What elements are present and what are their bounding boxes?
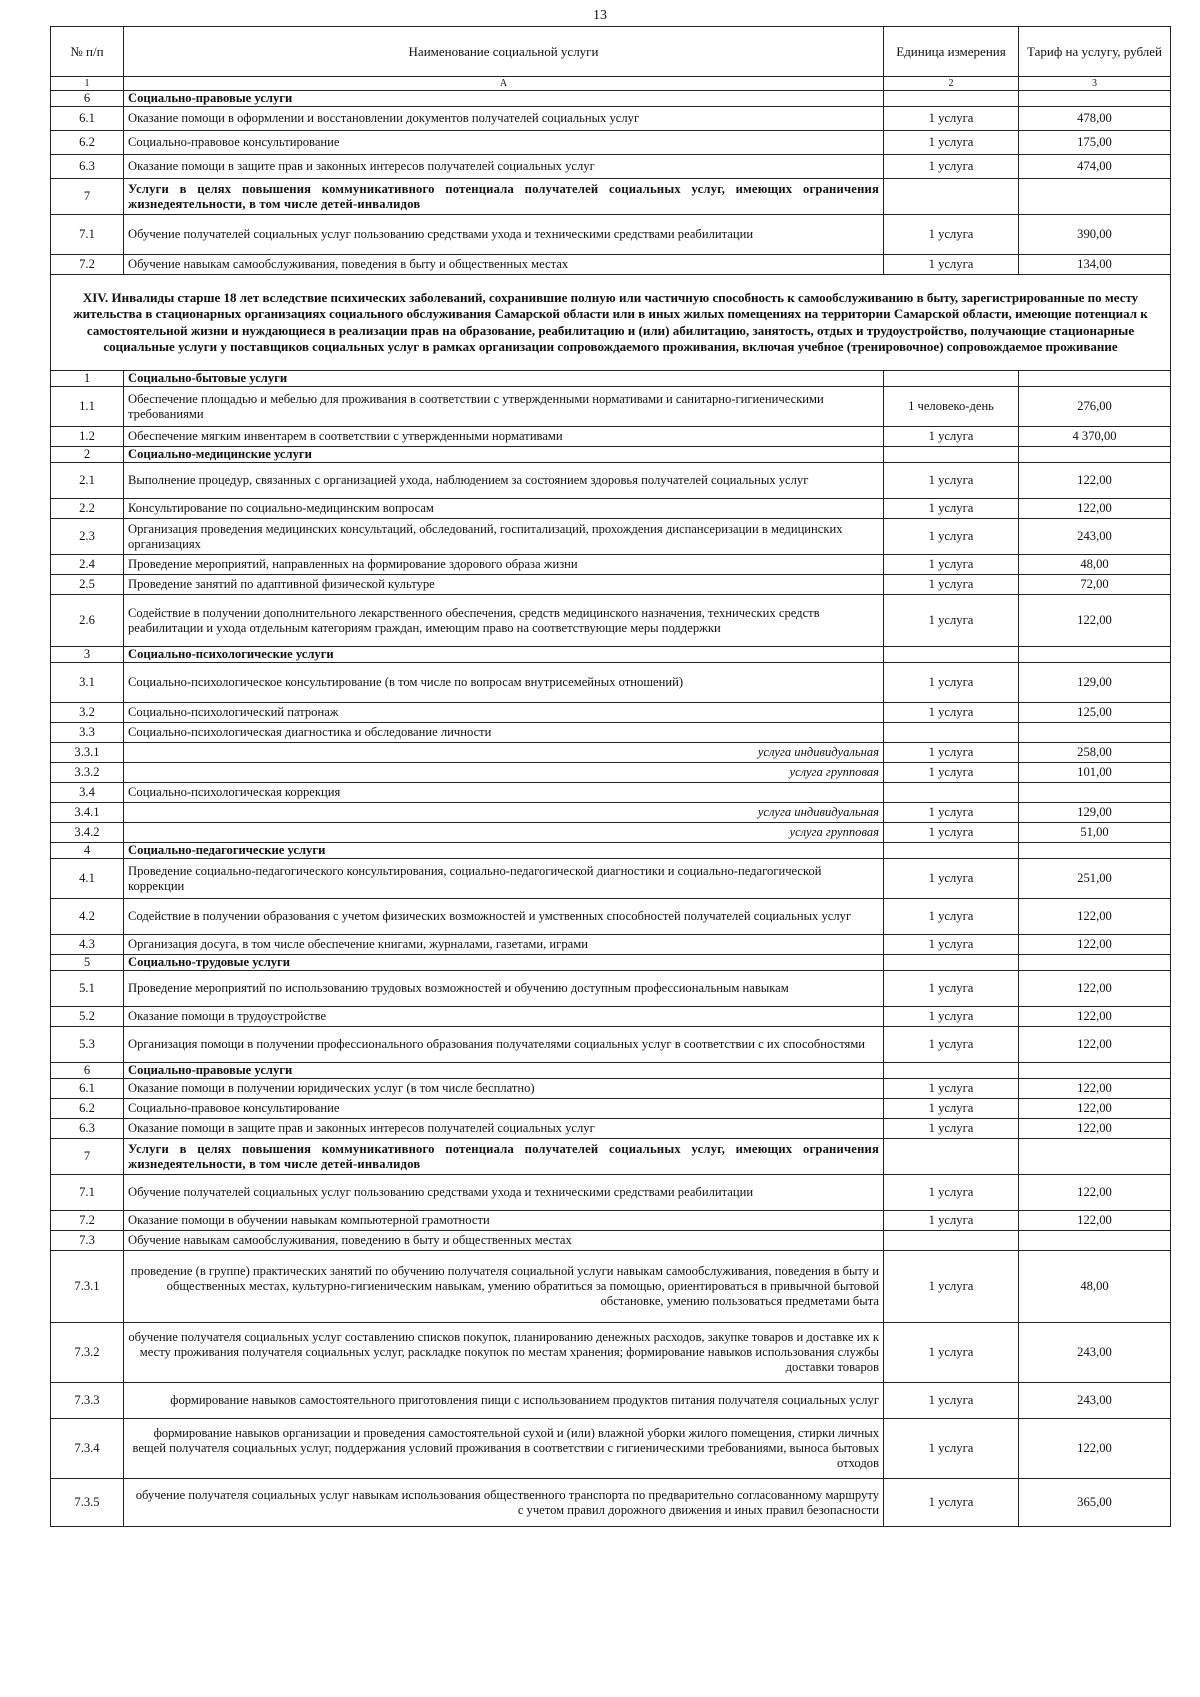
- row-number: 2.6: [51, 595, 124, 647]
- row-number: 1: [51, 371, 124, 387]
- service-name: Социально-психологические услуги: [124, 647, 884, 663]
- unit-cell: 1 услуга: [884, 1323, 1019, 1383]
- tariff-cell: 276,00: [1019, 387, 1171, 427]
- row-number: 6.1: [51, 107, 124, 131]
- unit-cell: [884, 1063, 1019, 1079]
- unit-cell: [884, 955, 1019, 971]
- tariff-cell: [1019, 647, 1171, 663]
- table-row: [51, 763, 1171, 783]
- unit-cell: 1 услуга: [884, 971, 1019, 1007]
- table-body: [51, 77, 1171, 1527]
- row-number: 6: [51, 91, 124, 107]
- tariff-cell: 175,00: [1019, 131, 1171, 155]
- unit-cell: 1 услуга: [884, 859, 1019, 899]
- row-number: 5.2: [51, 1007, 124, 1027]
- unit-cell: 1 услуга: [884, 255, 1019, 275]
- table-row: [51, 859, 1171, 899]
- row-number: 3.3.1: [51, 743, 124, 763]
- tariff-cell: 101,00: [1019, 763, 1171, 783]
- table-row: [51, 723, 1171, 743]
- service-name: обучение получателя социальных услуг навыкам использования общественного транспорта по предварительно согласованному маршруту с учетом правил дорожного движения и иных правил безопасности: [124, 1479, 884, 1527]
- row-number: 5.3: [51, 1027, 124, 1063]
- service-name: Социально-медицинские услуги: [124, 447, 884, 463]
- tariff-cell: [1019, 91, 1171, 107]
- row-number: 7.1: [51, 1175, 124, 1211]
- service-name: услуга индивидуальная: [124, 803, 884, 823]
- tariff-document: [50, 26, 1170, 1527]
- tariff-cell: 72,00: [1019, 575, 1171, 595]
- unit-cell: [884, 647, 1019, 663]
- tariff-cell: 122,00: [1019, 1175, 1171, 1211]
- header-tariff: Тариф на услугу, рублей: [1019, 27, 1171, 77]
- row-number: 7: [51, 1139, 124, 1175]
- table-row: [51, 1419, 1171, 1479]
- unit-cell: [884, 843, 1019, 859]
- unit-cell: 1 услуга: [884, 823, 1019, 843]
- table-row: [51, 663, 1171, 703]
- service-name: Обучение навыкам самообслуживания, поведению в быту и общественных местах: [124, 1231, 884, 1251]
- table-row: [51, 899, 1171, 935]
- row-number: 5: [51, 955, 124, 971]
- service-name: Услуги в целях повышения коммуникативного потенциала получателей социальных услуг, имеющих ограничения жизнедеятельности, в том числе детей-инвалидов: [124, 179, 884, 215]
- row-number: 7: [51, 179, 124, 215]
- table-row: [51, 1027, 1171, 1063]
- page-number: 13: [593, 8, 607, 23]
- tariff-cell: 51,00: [1019, 823, 1171, 843]
- tariff-cell: [1019, 955, 1171, 971]
- table-row: [51, 1211, 1171, 1231]
- table-row: [51, 499, 1171, 519]
- row-number: 4.3: [51, 935, 124, 955]
- unit-cell: 1 услуга: [884, 595, 1019, 647]
- unit-cell: 1 услуга: [884, 499, 1019, 519]
- row-number: 7.3: [51, 1231, 124, 1251]
- table-row: [51, 155, 1171, 179]
- row-number: 5.1: [51, 971, 124, 1007]
- table-row: [51, 1007, 1171, 1027]
- row-number: 7.3.3: [51, 1383, 124, 1419]
- unit-cell: [884, 783, 1019, 803]
- service-name: Обучение получателей социальных услуг пользованию средствами ухода и техническими средствами реабилитации: [124, 215, 884, 255]
- unit-cell: 1 услуга: [884, 703, 1019, 723]
- category-row: [51, 179, 1171, 215]
- table-row: [51, 703, 1171, 723]
- tariff-cell: 122,00: [1019, 1119, 1171, 1139]
- table-row: [51, 107, 1171, 131]
- service-name: Обеспечение мягким инвентарем в соответствии с утвержденными нормативами: [124, 427, 884, 447]
- unit-cell: 1 услуга: [884, 1079, 1019, 1099]
- tariff-cell: 243,00: [1019, 519, 1171, 555]
- unit-cell: 1 услуга: [884, 555, 1019, 575]
- unit-cell: 1 услуга: [884, 1175, 1019, 1211]
- tariff-cell: 258,00: [1019, 743, 1171, 763]
- column-index: 3: [1019, 77, 1171, 91]
- header-name: Наименование социальной услуги: [124, 27, 884, 77]
- column-index: 1: [51, 77, 124, 91]
- tariff-cell: 122,00: [1019, 1419, 1171, 1479]
- table-row: [51, 803, 1171, 823]
- unit-cell: 1 услуга: [884, 1119, 1019, 1139]
- row-number: 3.4.1: [51, 803, 124, 823]
- row-number: 6.2: [51, 1099, 124, 1119]
- tariff-cell: 122,00: [1019, 1079, 1171, 1099]
- row-number: 2.2: [51, 499, 124, 519]
- unit-cell: 1 услуга: [884, 463, 1019, 499]
- tariff-cell: [1019, 783, 1171, 803]
- unit-cell: 1 услуга: [884, 1099, 1019, 1119]
- row-number: 6: [51, 1063, 124, 1079]
- row-number: 7.2: [51, 255, 124, 275]
- row-number: 4.1: [51, 859, 124, 899]
- unit-cell: 1 услуга: [884, 935, 1019, 955]
- service-name: Проведение мероприятий по использованию трудовых возможностей и обучению доступным профессиональным навыкам: [124, 971, 884, 1007]
- tariff-cell: 129,00: [1019, 803, 1171, 823]
- row-number: 2.3: [51, 519, 124, 555]
- row-number: 7.3.4: [51, 1419, 124, 1479]
- table-row: [51, 971, 1171, 1007]
- section-title: XIV. Инвалиды старше 18 лет вследствие психических заболеваний, сохранившие полную или частичную способность к самообслуживанию в быту, зарегистрированные по месту жительства в стационарных организациях социального обслуживания Самарской области или в иных жилых помещениях на территории Самарской области, имеющие потенциал к самостоятельной жизни и нуждающиеся в реализации прав на образование, реабилитацию и (или) абилитацию, занятость, отдых и трудоустройство, получающие стационарные социальные услуги у поставщиков социальных услуг в рамках организации сопровождаемого проживания, включая учебное (тренировочное) сопровождаемое проживание: [51, 275, 1171, 371]
- tariff-table: [50, 26, 1171, 1527]
- service-name: Обучение навыкам самообслуживания, поведения в быту и общественных местах: [124, 255, 884, 275]
- unit-cell: 1 услуга: [884, 427, 1019, 447]
- service-name: Социально-трудовые услуги: [124, 955, 884, 971]
- service-name: Оказание помощи в трудоустройстве: [124, 1007, 884, 1027]
- row-number: 3.3: [51, 723, 124, 743]
- row-number: 2: [51, 447, 124, 463]
- row-number: 4: [51, 843, 124, 859]
- tariff-cell: 365,00: [1019, 1479, 1171, 1527]
- unit-cell: 1 услуга: [884, 803, 1019, 823]
- unit-cell: 1 услуга: [884, 1211, 1019, 1231]
- row-number: 7.3.1: [51, 1251, 124, 1323]
- row-number: 7.2: [51, 1211, 124, 1231]
- table-row: [51, 255, 1171, 275]
- row-number: 6.3: [51, 155, 124, 179]
- service-name: Консультирование по социально-медицинским вопросам: [124, 499, 884, 519]
- table-row: [51, 1383, 1171, 1419]
- row-number: 3.1: [51, 663, 124, 703]
- service-name: проведение (в группе) практических занятий по обучению получателя социальной услуги навыкам самообслуживания, поведения в быту и общественных местах, культурно-гигиеническим навыкам, умению обратиться за помощью, ориентироваться в привычной бытовой обстановке, умению пользоваться предметами быта: [124, 1251, 884, 1323]
- service-name: Обучение получателей социальных услуг пользованию средствами ухода и техническими средствами реабилитации: [124, 1175, 884, 1211]
- unit-cell: [884, 371, 1019, 387]
- table-row: [51, 743, 1171, 763]
- unit-cell: 1 услуга: [884, 1383, 1019, 1419]
- unit-cell: 1 услуга: [884, 663, 1019, 703]
- service-name: Организация помощи в получении профессионального образования получателями социальных услуг в соответствии с их способностями: [124, 1027, 884, 1063]
- service-name: Оказание помощи в защите прав и законных интересов получателей социальных услуг: [124, 155, 884, 179]
- table-row: [51, 519, 1171, 555]
- category-row: [51, 91, 1171, 107]
- tariff-cell: 48,00: [1019, 1251, 1171, 1323]
- service-name: формирование навыков самостоятельного приготовления пищи с использованием продуктов питания получателя социальных услуг: [124, 1383, 884, 1419]
- service-name: Оказание помощи в оформлении и восстановлении документов получателей социальных услуг: [124, 107, 884, 131]
- tariff-cell: [1019, 371, 1171, 387]
- row-number: 1.2: [51, 427, 124, 447]
- service-name: Обеспечение площадью и мебелью для проживания в соответствии с утвержденными нормативами и санитарно-гигиеническими требованиями: [124, 387, 884, 427]
- table-row: [51, 1079, 1171, 1099]
- tariff-cell: 122,00: [1019, 1099, 1171, 1119]
- service-name: Социально-педагогические услуги: [124, 843, 884, 859]
- table-row: [51, 1231, 1171, 1251]
- category-row: [51, 955, 1171, 971]
- category-row: [51, 371, 1171, 387]
- row-number: 3.2: [51, 703, 124, 723]
- unit-cell: 1 услуга: [884, 575, 1019, 595]
- table-row: [51, 1323, 1171, 1383]
- table-row: [51, 1479, 1171, 1527]
- unit-cell: 1 услуга: [884, 1251, 1019, 1323]
- unit-cell: 1 услуга: [884, 131, 1019, 155]
- tariff-cell: [1019, 1231, 1171, 1251]
- tariff-cell: 122,00: [1019, 499, 1171, 519]
- category-row: [51, 447, 1171, 463]
- tariff-cell: [1019, 179, 1171, 215]
- row-number: 1.1: [51, 387, 124, 427]
- tariff-cell: [1019, 723, 1171, 743]
- service-name: Проведение занятий по адаптивной физической культуре: [124, 575, 884, 595]
- tariff-cell: 122,00: [1019, 971, 1171, 1007]
- category-row: [51, 1063, 1171, 1079]
- unit-cell: [884, 1139, 1019, 1175]
- row-number: 7.3.2: [51, 1323, 124, 1383]
- tariff-cell: 243,00: [1019, 1323, 1171, 1383]
- table-header-row: [51, 27, 1171, 77]
- tariff-cell: 390,00: [1019, 215, 1171, 255]
- unit-cell: 1 услуга: [884, 107, 1019, 131]
- service-name: Социально-психологический патронаж: [124, 703, 884, 723]
- service-name: формирование навыков организации и проведения самостоятельной сухой и (или) влажной уборки жилого помещения, стирки личных вещей получателя социальных услуг, поддержания условий проживания в соответствии с гигиеническими требованиями, выноса бытовых отходов: [124, 1419, 884, 1479]
- unit-cell: [884, 179, 1019, 215]
- tariff-cell: [1019, 1139, 1171, 1175]
- unit-cell: 1 услуга: [884, 763, 1019, 783]
- service-name: Выполнение процедур, связанных с организацией ухода, наблюдением за состоянием здоровья получателей социальных услуг: [124, 463, 884, 499]
- table-row: [51, 1099, 1171, 1119]
- row-number: 6.2: [51, 131, 124, 155]
- service-name: Социально-правовое консультирование: [124, 131, 884, 155]
- unit-cell: [884, 447, 1019, 463]
- table-row: [51, 1251, 1171, 1323]
- tariff-cell: 122,00: [1019, 1211, 1171, 1231]
- unit-cell: 1 услуга: [884, 1027, 1019, 1063]
- row-number: 2.5: [51, 575, 124, 595]
- unit-cell: [884, 91, 1019, 107]
- table-row: [51, 387, 1171, 427]
- header-unit: Единица измерения: [884, 27, 1019, 77]
- tariff-cell: 4 370,00: [1019, 427, 1171, 447]
- service-name: услуга групповая: [124, 823, 884, 843]
- tariff-cell: 243,00: [1019, 1383, 1171, 1419]
- tariff-cell: 129,00: [1019, 663, 1171, 703]
- service-name: Организация проведения медицинских консультаций, обследований, госпитализаций, прохождения диспансеризации в медицинских организациях: [124, 519, 884, 555]
- column-index: А: [124, 77, 884, 91]
- service-name: Оказание помощи в обучении навыкам компьютерной грамотности: [124, 1211, 884, 1231]
- row-number: 3: [51, 647, 124, 663]
- unit-cell: 1 услуга: [884, 743, 1019, 763]
- category-row: [51, 647, 1171, 663]
- service-name: Проведение мероприятий, направленных на формирование здорового образа жизни: [124, 555, 884, 575]
- tariff-cell: 122,00: [1019, 1027, 1171, 1063]
- unit-cell: 1 услуга: [884, 215, 1019, 255]
- service-name: Услуги в целях повышения коммуникативного потенциала получателей социальных услуг, имеющих ограничения жизнедеятельности, в том числе детей-инвалидов: [124, 1139, 884, 1175]
- service-name: Социально-психологическое консультирование (в том числе по вопросам внутрисемейных отношений): [124, 663, 884, 703]
- service-name: Социально-психологическая диагностика и обследование личности: [124, 723, 884, 743]
- tariff-cell: 122,00: [1019, 935, 1171, 955]
- service-name: Социально-правовые услуги: [124, 91, 884, 107]
- row-number: 3.4.2: [51, 823, 124, 843]
- unit-cell: 1 человеко-день: [884, 387, 1019, 427]
- service-name: обучение получателя социальных услуг составлению списков покупок, планированию денежных расходов, закупке товаров и доставке их к месту проживания получателя социальных услуг, раскладке покупок по местам хранения; формирование навыков использования службы доставки товаров: [124, 1323, 884, 1383]
- row-number: 3.4: [51, 783, 124, 803]
- tariff-cell: 122,00: [1019, 595, 1171, 647]
- table-row: [51, 427, 1171, 447]
- tariff-cell: [1019, 447, 1171, 463]
- unit-cell: 1 услуга: [884, 1007, 1019, 1027]
- tariff-cell: 134,00: [1019, 255, 1171, 275]
- service-name: Социально-правовые услуги: [124, 1063, 884, 1079]
- service-name: Социально-бытовые услуги: [124, 371, 884, 387]
- unit-cell: 1 услуга: [884, 1419, 1019, 1479]
- column-index: 2: [884, 77, 1019, 91]
- service-name: Содействие в получении дополнительного лекарственного обеспечения, средств медицинского назначения, технических средств реабилитации и ухода отдельным категориям граждан, имеющим право на соответствующие меры поддержки: [124, 595, 884, 647]
- table-row: [51, 1175, 1171, 1211]
- service-name: Оказание помощи в защите прав и законных интересов получателей социальных услуг: [124, 1119, 884, 1139]
- table-row: [51, 823, 1171, 843]
- tariff-cell: [1019, 1063, 1171, 1079]
- tariff-cell: 122,00: [1019, 899, 1171, 935]
- table-row: [51, 783, 1171, 803]
- unit-cell: 1 услуга: [884, 1479, 1019, 1527]
- tariff-cell: 474,00: [1019, 155, 1171, 179]
- unit-cell: 1 услуга: [884, 155, 1019, 179]
- tariff-cell: 122,00: [1019, 1007, 1171, 1027]
- unit-cell: [884, 723, 1019, 743]
- tariff-cell: [1019, 843, 1171, 859]
- service-name: Проведение социально-педагогического консультирования, социально-педагогической диагностики и социально-педагогической коррекции: [124, 859, 884, 899]
- tariff-cell: 48,00: [1019, 555, 1171, 575]
- tariff-cell: 251,00: [1019, 859, 1171, 899]
- table-row: [51, 1119, 1171, 1139]
- category-row: [51, 1139, 1171, 1175]
- tariff-cell: 122,00: [1019, 463, 1171, 499]
- row-number: 2.4: [51, 555, 124, 575]
- column-index-row: [51, 77, 1171, 91]
- service-name: услуга индивидуальная: [124, 743, 884, 763]
- category-row: [51, 843, 1171, 859]
- row-number: 4.2: [51, 899, 124, 935]
- row-number: 7.1: [51, 215, 124, 255]
- unit-cell: 1 услуга: [884, 899, 1019, 935]
- table-row: [51, 575, 1171, 595]
- service-name: Содействие в получении образования с учетом физических возможностей и умственных способностей получателей социальных услуг: [124, 899, 884, 935]
- section-title-row: [51, 275, 1171, 371]
- unit-cell: [884, 1231, 1019, 1251]
- row-number: 3.3.2: [51, 763, 124, 783]
- table-row: [51, 595, 1171, 647]
- row-number: 6.1: [51, 1079, 124, 1099]
- service-name: Оказание помощи в получении юридических услуг (в том числе бесплатно): [124, 1079, 884, 1099]
- table-row: [51, 463, 1171, 499]
- table-row: [51, 935, 1171, 955]
- row-number: 2.1: [51, 463, 124, 499]
- row-number: 7.3.5: [51, 1479, 124, 1527]
- table-row: [51, 131, 1171, 155]
- service-name: Социально-правовое консультирование: [124, 1099, 884, 1119]
- tariff-cell: 125,00: [1019, 703, 1171, 723]
- service-name: Организация досуга, в том числе обеспечение книгами, журналами, газетами, играми: [124, 935, 884, 955]
- service-name: услуга групповая: [124, 763, 884, 783]
- table-row: [51, 555, 1171, 575]
- table-row: [51, 215, 1171, 255]
- tariff-cell: 478,00: [1019, 107, 1171, 131]
- row-number: 6.3: [51, 1119, 124, 1139]
- service-name: Социально-психологическая коррекция: [124, 783, 884, 803]
- unit-cell: 1 услуга: [884, 519, 1019, 555]
- header-num: № п/п: [51, 27, 124, 77]
